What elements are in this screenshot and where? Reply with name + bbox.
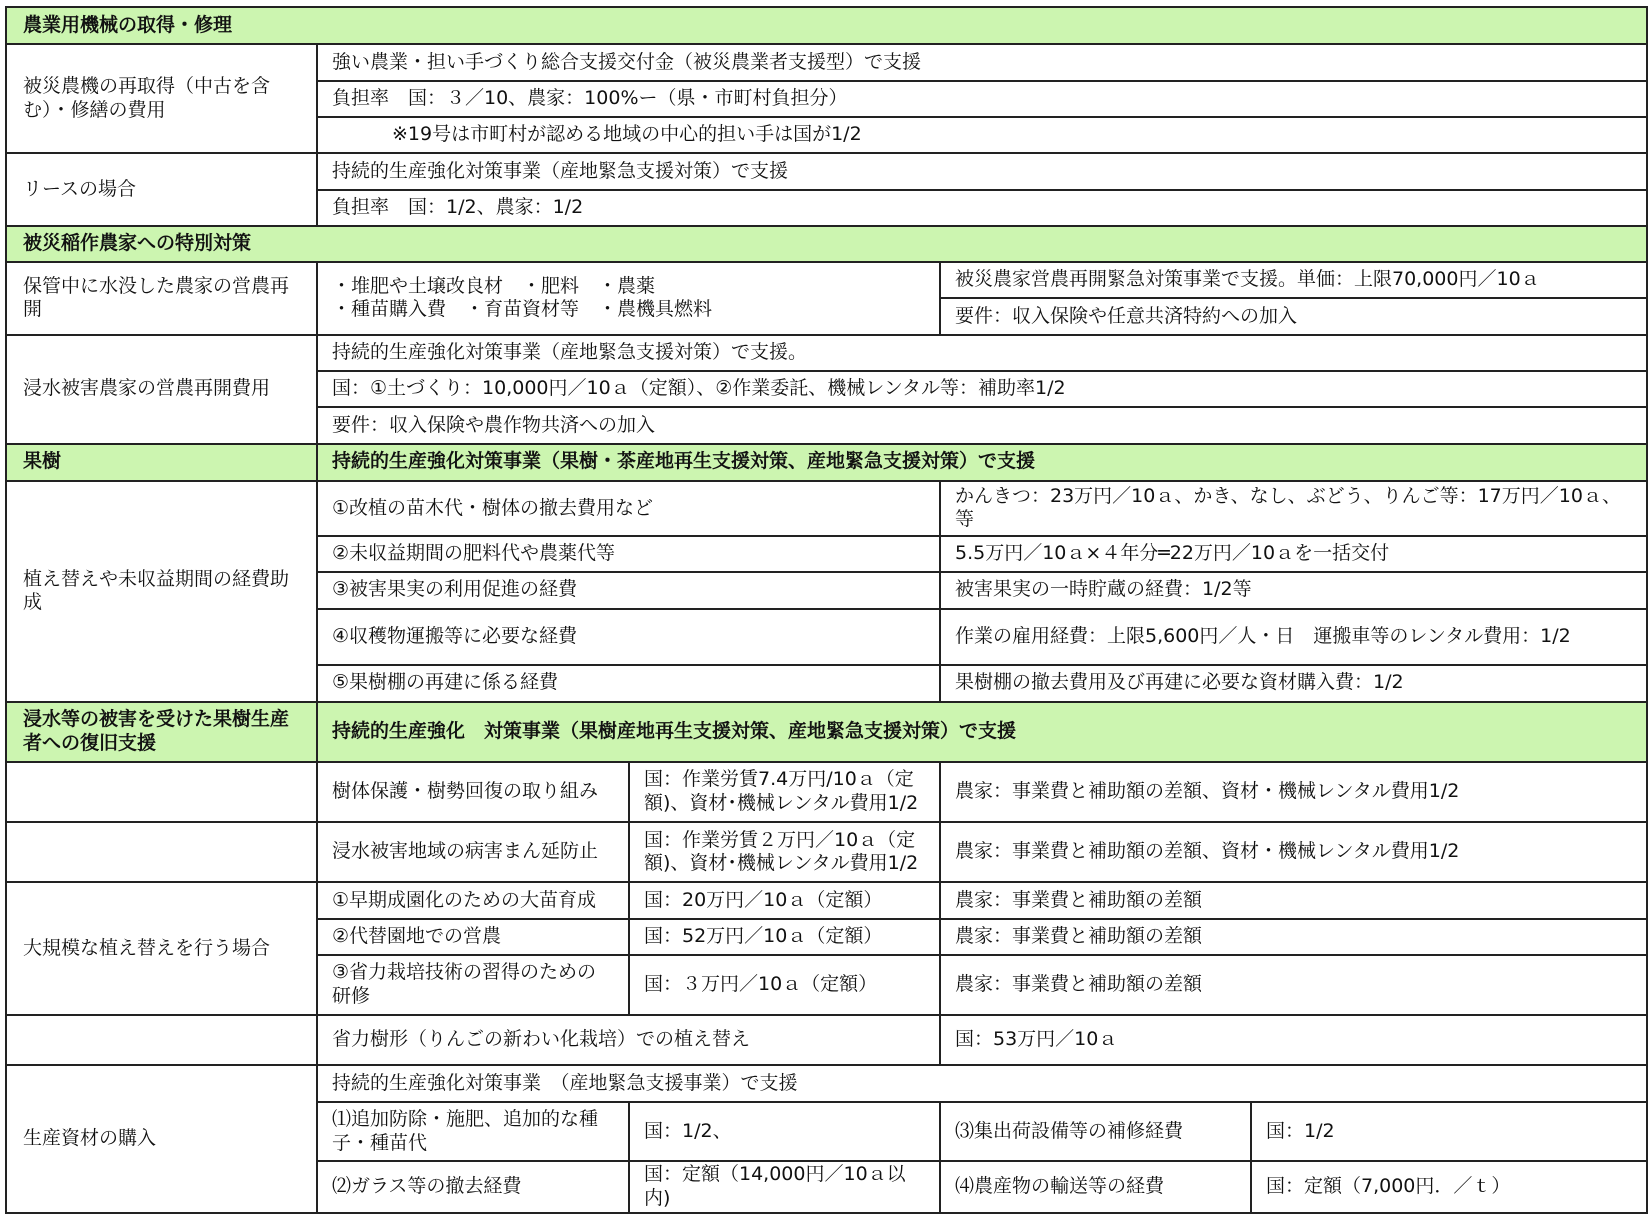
row-label: 浸水被害農家の営農再開費用 [6, 335, 317, 444]
item-text: ④収穫物運搬等に必要な経費 [317, 609, 940, 665]
item-text: ①早期成園化のための大苗育成 [317, 882, 629, 918]
item-text: 省力樹形（りんごの新わい化栽培）での植え替え [317, 1015, 940, 1065]
farmer-burden: 農家：事業費と補助額の差額、資材・機械レンタル費用1/2 [940, 762, 1647, 822]
row-label: 大規模な植え替えを行う場合 [6, 882, 317, 1015]
section-header-rice [6, 226, 1647, 262]
section-support: 持続的生産強化 対策事業（果樹産地再生支援対策、産地緊急支援対策）で支援 [317, 702, 1647, 762]
table-row [6, 1065, 1647, 1102]
item-text: 浸水被害地域の病害まん延防止 [317, 822, 629, 882]
farmer-burden: 農家：事業費と補助額の差額 [940, 919, 1647, 955]
detail-text: 国：①土づくり：10,000円／10ａ（定額）、②作業委託、機械レンタル等：補助率1/2 [317, 371, 1647, 407]
row-label: リースの場合 [6, 153, 317, 226]
note-text: ※19号は市町村が認める地域の中心的担い手は国が1/2 [317, 117, 1647, 153]
requirement-text: 要件：収入保険や任意共済特約への加入 [940, 298, 1647, 334]
items-line: ・堆肥や土壌改良材 ・肥料 ・農薬 [332, 274, 656, 297]
table-row [6, 1015, 1647, 1065]
items-line: ・種苗購入費 ・育苗資材等 ・農機具燃料 [332, 298, 713, 321]
item-text: 樹体保護・樹勢回復の取り組み [317, 762, 629, 822]
row-label: 植え替えや未収益期間の経費助成 [6, 481, 317, 702]
national-aid: 国：52万円／10ａ（定額） [629, 919, 940, 955]
section-header-fruit [6, 444, 1647, 481]
item-text: ⑶集出荷設備等の補修経費 [940, 1102, 1251, 1161]
national-aid: 国：作業労賃7.4万円/10ａ（定額)、資材･機械レンタル費用1/2 [629, 762, 940, 822]
support-text: 持続的生産強化対策事業（産地緊急支援対策）で支援 [317, 153, 1647, 189]
section-title: 被災稲作農家への特別対策 [6, 226, 1647, 262]
national-aid: 国：３万円／10ａ（定額） [629, 955, 940, 1015]
item-text: ③被害果実の利用促進の経費 [317, 572, 940, 608]
item-text: ①改植の苗木代・樹体の撤去費用など [317, 481, 940, 536]
empty-label [6, 762, 317, 822]
requirement-text: 要件：収入保険や農作物共済への加入 [317, 407, 1647, 443]
row-label: 生産資材の購入 [6, 1065, 317, 1213]
table-row [6, 762, 1647, 822]
table-row [6, 822, 1647, 882]
item-text: ②代替園地での営農 [317, 919, 629, 955]
item-text: ⑵ガラス等の撤去経費 [317, 1161, 629, 1213]
rate-text: 国：定額（14,000円／10ａ以内) [629, 1161, 940, 1213]
table-row [6, 481, 1647, 536]
rate-text: 負担率 国：1/2、農家：1/2 [317, 190, 1647, 226]
support-text: 被災農家営農再開緊急対策事業で支援。単価：上限70,000円／10ａ [940, 262, 1647, 298]
support-text: 持続的生産強化対策事業（産地緊急支援対策）で支援。 [317, 335, 1647, 371]
aid-text: 被害果実の一時貯蔵の経費：1/2等 [940, 572, 1647, 608]
item-text: ⑴追加防除・施肥、追加的な種子・種苗代 [317, 1102, 629, 1161]
section-support: 持続的生産強化対策事業（果樹・茶産地再生支援対策、産地緊急支援対策）で支援 [317, 444, 1647, 481]
farmer-burden: 農家：事業費と補助額の差額、資材・機械レンタル費用1/2 [940, 822, 1647, 882]
item-text: ③省力栽培技術の習得のための研修 [317, 955, 629, 1015]
table-row [6, 44, 1647, 80]
section-title: 浸水等の被害を受けた果樹生産者への復旧支援 [6, 702, 317, 762]
aid-text: かんきつ：23万円／10ａ、かき、なし、ぶどう、りんご等：17万円／10ａ、 等 [940, 481, 1647, 536]
subsidy-table [5, 6, 1648, 1214]
rate-text: 国：1/2、 [629, 1102, 940, 1161]
section-header-machinery [6, 7, 1647, 44]
national-aid: 国：作業労賃２万円／10ａ（定額)、資材･機械レンタル費用1/2 [629, 822, 940, 882]
item-text: ⑷農産物の輸送等の経費 [940, 1161, 1251, 1213]
section-title: 果樹 [6, 444, 317, 481]
national-aid: 国：53万円／10ａ [940, 1015, 1647, 1065]
table-row [6, 882, 1647, 918]
item-text: ⑤果樹棚の再建に係る経費 [317, 665, 940, 702]
item-text: ②未収益期間の肥料代や農薬代等 [317, 536, 940, 572]
empty-label [6, 822, 317, 882]
rate-text: 国：定額（7,000円．／ｔ） [1251, 1161, 1647, 1213]
aid-text: 作業の雇用経費：上限5,600円／人・日 運搬車等のレンタル費用：1/2 [940, 609, 1647, 665]
national-aid: 国：20万円／10ａ（定額） [629, 882, 940, 918]
row-label: 被災農機の再取得（中古を含む）・修繕の費用 [6, 44, 317, 153]
aid-text: 果樹棚の撤去費用及び再建に必要な資材購入費：1/2 [940, 665, 1647, 702]
aid-text: 5.5万円／10ａ×４年分═22万円／10ａを一括交付 [940, 536, 1647, 572]
items-cell [317, 262, 940, 335]
table-row [6, 153, 1647, 189]
farmer-burden: 農家：事業費と補助額の差額 [940, 882, 1647, 918]
row-label: 保管中に水没した農家の営農再開 [6, 262, 317, 335]
empty-label [6, 1015, 317, 1065]
table-row [6, 335, 1647, 371]
support-text: 強い農業・担い手づくり総合支援交付金（被災農業者支援型）で支援 [317, 44, 1647, 80]
rate-text: 国：1/2 [1251, 1102, 1647, 1161]
rate-text: 負担率 国：３／10、農家：100%ー（県・市町村負担分） [317, 81, 1647, 117]
section-title: 農業用機械の取得・修理 [6, 7, 1647, 44]
farmer-burden: 農家：事業費と補助額の差額 [940, 955, 1647, 1015]
section-header-recovery [6, 702, 1647, 762]
support-text: 持続的生産強化対策事業 （産地緊急支援事業）で支援 [317, 1065, 1647, 1102]
table-row [6, 262, 1647, 298]
